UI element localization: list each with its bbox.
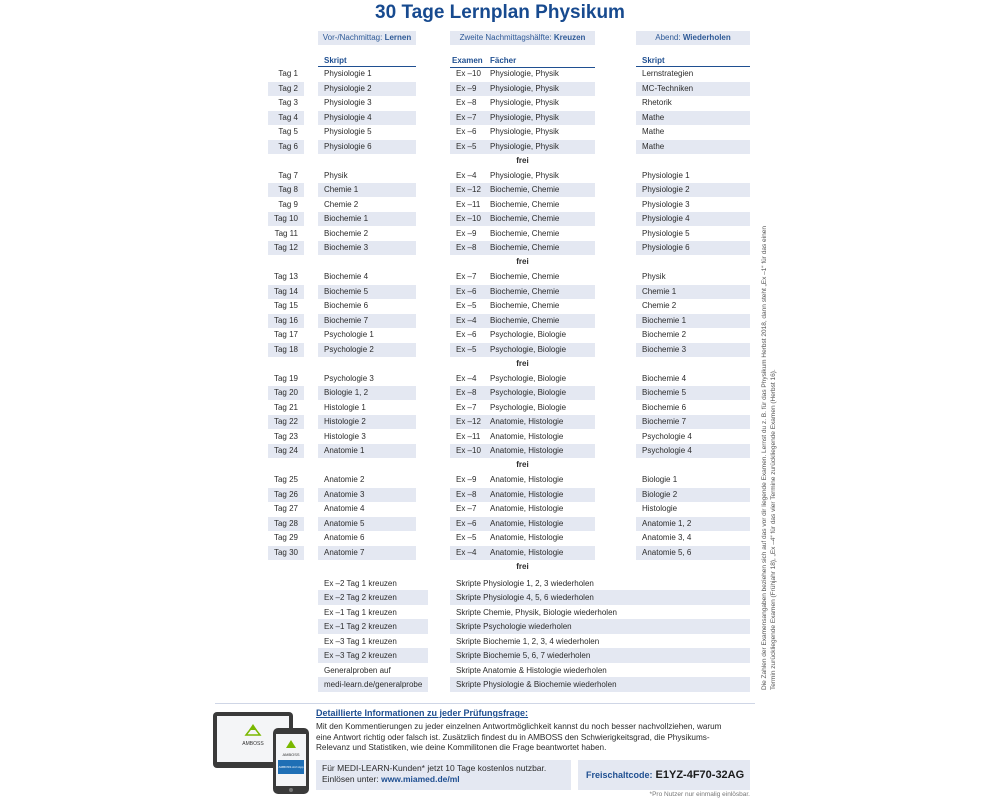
skript-cell: Histologie 2 bbox=[318, 415, 416, 429]
day-label: Tag 26 bbox=[268, 488, 304, 502]
day-label: Tag 29 bbox=[273, 533, 298, 542]
faecher-cell: Biochemie, Chemie bbox=[486, 183, 595, 197]
abend-skript-cell: Physiologie 4 bbox=[636, 212, 750, 226]
page-title: 30 Tage Lernplan Physikum bbox=[375, 2, 625, 23]
review-right-cell: Skripte Physiologie & Biochemie wiederholen bbox=[450, 677, 750, 692]
day-label: Tag 4 bbox=[268, 111, 304, 125]
examen-cell: Ex –6 bbox=[456, 330, 477, 339]
amboss-logo-text: AMBOSS bbox=[242, 741, 264, 747]
skript-cell: Physiologie 4 bbox=[318, 111, 416, 125]
examen-cell: Ex –10 bbox=[450, 444, 486, 458]
day-label: Tag 8 bbox=[268, 183, 304, 197]
skript-cell: Chemie 2 bbox=[324, 199, 359, 209]
abend-skript-cell: Lernstrategien bbox=[642, 69, 694, 78]
column-header-bold: Wiederholen bbox=[682, 33, 731, 42]
column-header-prefix: Zweite Nachmittagshälfte: bbox=[459, 33, 552, 42]
table-row bbox=[0, 198, 1000, 212]
abend-skript-cell: Biochemie 2 bbox=[642, 330, 687, 339]
table-row bbox=[0, 430, 1000, 444]
table-row bbox=[0, 473, 1000, 487]
column-header-kreuzen bbox=[450, 31, 595, 45]
faecher-cell: Biochemie, Chemie bbox=[490, 301, 560, 310]
examen-cell: Ex –10 bbox=[450, 212, 486, 226]
abend-skript-cell: Mathe bbox=[642, 127, 665, 136]
review-left-cell: medi-learn.de/generalprobe bbox=[318, 677, 428, 692]
skript-cell: Anatomie 1 bbox=[318, 444, 416, 458]
side-note bbox=[760, 210, 790, 690]
faecher-cell: Biochemie, Chemie bbox=[486, 314, 595, 328]
faecher-cell: Anatomie, Histologie bbox=[490, 533, 564, 542]
table-row bbox=[0, 270, 1000, 284]
table-row bbox=[0, 241, 1000, 255]
frei-label: frei bbox=[516, 561, 529, 571]
examen-cell: Ex –10 bbox=[456, 69, 481, 78]
examen-cell: Ex –11 bbox=[456, 431, 481, 441]
abend-skript-cell: Biochemie 7 bbox=[636, 415, 750, 429]
review-right-cell: Skripte Physiologie 4, 5, 6 wiederholen bbox=[450, 590, 750, 605]
review-left-cell: Ex –3 Tag 1 kreuzen bbox=[324, 636, 397, 646]
table-row bbox=[0, 227, 1000, 241]
examen-cell: Ex –5 bbox=[456, 301, 477, 310]
promo-line: Für MEDI-LEARN-Kunden* jetzt 10 Tage kostenlos nutzbar. bbox=[322, 763, 547, 773]
review-row bbox=[0, 619, 1000, 634]
examen-cell: Ex –9 bbox=[456, 228, 477, 238]
abend-skript-cell: Physiologie 3 bbox=[642, 199, 690, 209]
faecher-cell: Anatomie, Histologie bbox=[490, 475, 564, 484]
skript-cell: Physik bbox=[324, 170, 348, 180]
abend-skript-cell: Chemie 1 bbox=[636, 285, 750, 299]
code-value: E1YZ-4F70-32AG bbox=[655, 769, 745, 781]
review-row bbox=[0, 590, 1000, 605]
skript-cell: Anatomie 4 bbox=[324, 504, 365, 513]
table-row bbox=[0, 299, 1000, 313]
skript-cell: Biochemie 3 bbox=[318, 241, 416, 255]
faecher-cell: Anatomie, Histologie bbox=[486, 517, 595, 531]
review-left-cell: Ex –1 Tag 1 kreuzen bbox=[324, 607, 397, 617]
faecher-cell: Biochemie, Chemie bbox=[490, 272, 560, 281]
subheader-examen: Examen bbox=[452, 56, 483, 65]
day-label: Tag 13 bbox=[273, 272, 298, 281]
faecher-cell: Physiologie, Physik bbox=[486, 82, 595, 96]
day-label: Tag 27 bbox=[273, 504, 298, 513]
subheader-faecher: Fächer bbox=[490, 56, 517, 65]
abend-skript-cell: Chemie 2 bbox=[642, 301, 677, 310]
activation-code-box bbox=[578, 760, 750, 790]
amboss-devices-illustration bbox=[213, 712, 313, 798]
abend-skript-cell: Mathe bbox=[636, 140, 750, 154]
examen-cell: Ex –5 bbox=[450, 343, 486, 357]
day-label: Tag 24 bbox=[268, 444, 304, 458]
table-row bbox=[0, 111, 1000, 125]
review-left-cell: Ex –3 Tag 2 kreuzen bbox=[318, 648, 428, 663]
faecher-cell: Anatomie, Histologie bbox=[486, 488, 595, 502]
examen-cell: Ex –8 bbox=[450, 488, 486, 502]
promo-link[interactable]: www.miamed.de/ml bbox=[381, 774, 460, 784]
faecher-cell: Physiologie, Physik bbox=[490, 98, 559, 107]
table-row bbox=[0, 415, 1000, 429]
faecher-cell: Biochemie, Chemie bbox=[486, 285, 595, 299]
abend-skript-cell: Psychologie 4 bbox=[636, 444, 750, 458]
table-row bbox=[0, 169, 1000, 183]
examen-cell: Ex –6 bbox=[450, 517, 486, 531]
examen-cell: Ex –8 bbox=[456, 98, 477, 107]
day-label: Tag 7 bbox=[278, 170, 298, 180]
examen-cell: Ex –7 bbox=[450, 111, 486, 125]
table-row bbox=[0, 67, 1000, 81]
table-row bbox=[0, 488, 1000, 502]
divider bbox=[215, 703, 755, 704]
day-label: Tag 23 bbox=[273, 431, 298, 441]
examen-cell: Ex –8 bbox=[450, 241, 486, 255]
skript-cell: Physiologie 1 bbox=[324, 69, 372, 78]
day-label: Tag 21 bbox=[273, 402, 298, 412]
day-label: Tag 20 bbox=[268, 386, 304, 400]
faecher-cell: Psychologie, Biologie bbox=[490, 330, 567, 339]
day-label: Tag 3 bbox=[278, 98, 298, 107]
faecher-cell: Biochemie, Chemie bbox=[486, 212, 595, 226]
footnote: *Pro Nutzer nur einmalig einlösbar. bbox=[649, 791, 750, 798]
skript-cell: Psychologie 2 bbox=[318, 343, 416, 357]
table-row bbox=[0, 401, 1000, 415]
abend-skript-cell: Histologie bbox=[642, 504, 678, 513]
table-row bbox=[0, 328, 1000, 342]
faecher-cell: Psychologie, Biologie bbox=[490, 373, 567, 383]
skript-cell: Biochemie 2 bbox=[324, 228, 369, 238]
column-header-wiederholen bbox=[636, 31, 750, 45]
skript-cell: Anatomie 5 bbox=[318, 517, 416, 531]
day-label: Tag 10 bbox=[268, 212, 304, 226]
skript-cell: Physiologie 3 bbox=[324, 98, 372, 107]
review-left-cell: Ex –1 Tag 2 kreuzen bbox=[318, 619, 428, 634]
abend-skript-cell: Physik bbox=[642, 272, 666, 281]
table-row bbox=[0, 314, 1000, 328]
abend-skript-cell: MC-Techniken bbox=[636, 82, 750, 96]
info-text: Mit den Kommentierungen zu jeder einzelnen Antwortmöglichkeit kannst du noch besser nachvollziehen, warum eine Antwort richtig oder falsch ist. Zusätzlich findest du in AMBOSS den Schwierigkeitsgrad, die Physikums-Relevanz und Statistiken, wie deine Kommilitonen die Frage beantwortet haben. bbox=[316, 722, 722, 752]
skript-cell: Histologie 3 bbox=[324, 431, 366, 441]
review-left-cell: Ex –2 Tag 2 kreuzen bbox=[318, 590, 428, 605]
table-row bbox=[0, 82, 1000, 96]
skript-cell: Chemie 1 bbox=[318, 183, 416, 197]
examen-cell: Ex –7 bbox=[456, 504, 477, 513]
review-row bbox=[0, 634, 1000, 649]
faecher-cell: Biochemie, Chemie bbox=[490, 228, 560, 238]
code-label: Freischaltcode: bbox=[586, 770, 653, 780]
table-row bbox=[0, 386, 1000, 400]
faecher-cell: Physiologie, Physik bbox=[486, 140, 595, 154]
skript-cell: Psychologie 3 bbox=[324, 373, 374, 383]
faecher-cell: Anatomie, Histologie bbox=[486, 546, 595, 560]
day-label: Tag 25 bbox=[273, 475, 298, 484]
table-row bbox=[0, 125, 1000, 139]
day-label: Tag 14 bbox=[268, 285, 304, 299]
day-label: Tag 5 bbox=[278, 127, 298, 136]
review-row bbox=[0, 677, 1000, 692]
day-label: Tag 6 bbox=[268, 140, 304, 154]
frei-label: frei bbox=[516, 155, 529, 165]
day-label: Tag 30 bbox=[268, 546, 304, 560]
examen-cell: Ex –5 bbox=[450, 140, 486, 154]
abend-skript-cell: Biochemie 1 bbox=[636, 314, 750, 328]
day-label: Tag 22 bbox=[268, 415, 304, 429]
abend-skript-cell: Anatomie 5, 6 bbox=[636, 546, 750, 560]
faecher-cell: Physiologie, Physik bbox=[486, 111, 595, 125]
faecher-cell: Anatomie, Histologie bbox=[486, 444, 595, 458]
skript-cell: Anatomie 2 bbox=[324, 475, 365, 484]
examen-cell: Ex –9 bbox=[450, 82, 486, 96]
info-title: Detaillierte Informationen zu jeder Prüfungsfrage: bbox=[316, 708, 529, 718]
frei-label: frei bbox=[516, 460, 529, 469]
examen-cell: Ex –11 bbox=[456, 199, 481, 209]
day-label: Tag 1 bbox=[278, 69, 298, 78]
faecher-cell: Psychologie, Biologie bbox=[490, 402, 567, 412]
examen-cell: Ex –6 bbox=[456, 127, 477, 136]
column-header-bold: Lernen bbox=[384, 33, 412, 42]
skript-cell: Biochemie 4 bbox=[324, 272, 369, 281]
review-right-cell: Skripte Biochemie 5, 6, 7 wiederholen bbox=[450, 648, 750, 663]
side-note-text: Die Zahlen der Examensangaben beziehen sich auf das vor dir liegende Examen. Lernst du z. B. für das Physikum Herbst 2018, dann steht „Ex –1“ für das einen Termin zurückliegende Examen (Frühjahr 18), „Ex –4“ für das vier Termine zurückliegende Examen (Herbst 16). bbox=[761, 226, 777, 690]
examen-cell: Ex –8 bbox=[450, 386, 486, 400]
day-label: Tag 19 bbox=[273, 373, 298, 383]
subheader-skript: Skript bbox=[318, 54, 416, 67]
examen-cell: Ex –4 bbox=[456, 373, 477, 383]
table-row bbox=[0, 444, 1000, 458]
day-label: Tag 17 bbox=[273, 330, 298, 339]
faecher-cell: Anatomie, Histologie bbox=[490, 504, 564, 513]
amboss-app-label: AMBOSS Arzt App bbox=[278, 765, 304, 769]
promo-line-2 bbox=[322, 774, 565, 785]
abend-skript-cell: Physiologie 1 bbox=[642, 170, 690, 180]
frei-label: frei bbox=[516, 358, 529, 368]
abend-skript-cell: Biochemie 6 bbox=[642, 402, 687, 412]
skript-cell: Biochemie 5 bbox=[318, 285, 416, 299]
review-row bbox=[0, 605, 1000, 620]
abend-skript-cell: Biologie 2 bbox=[636, 488, 750, 502]
abend-skript-cell: Rhetorik bbox=[642, 98, 672, 107]
skript-cell: Anatomie 7 bbox=[318, 546, 416, 560]
faecher-cell: Physiologie, Physik bbox=[490, 69, 559, 78]
abend-skript-cell: Anatomie 1, 2 bbox=[636, 517, 750, 531]
day-label: Tag 2 bbox=[268, 82, 304, 96]
examen-cell: Ex –9 bbox=[456, 475, 477, 484]
examen-cell: Ex –7 bbox=[456, 402, 477, 412]
examen-cell: Ex –12 bbox=[450, 183, 486, 197]
column-header-lernen bbox=[318, 31, 416, 45]
abend-skript-cell: Physiologie 5 bbox=[642, 228, 690, 238]
abend-skript-cell: Biochemie 4 bbox=[642, 373, 687, 383]
faecher-cell: Physiologie, Physik bbox=[490, 127, 559, 136]
abend-skript-cell: Biochemie 3 bbox=[636, 343, 750, 357]
day-label: Tag 18 bbox=[268, 343, 304, 357]
review-left-cell: Ex –2 Tag 1 kreuzen bbox=[324, 578, 397, 588]
review-right-cell: Skripte Psychologie wiederholen bbox=[450, 619, 750, 634]
skript-cell: Biochemie 1 bbox=[318, 212, 416, 226]
abend-skript-cell: Psychologie 4 bbox=[642, 431, 692, 441]
promo-prefix: Einlösen unter: bbox=[322, 774, 382, 784]
abend-skript-cell: Anatomie 3, 4 bbox=[642, 533, 692, 542]
subheader-skript-abend: Skript bbox=[636, 54, 750, 67]
table-row bbox=[0, 372, 1000, 386]
day-label: Tag 15 bbox=[273, 301, 298, 310]
examen-cell: Ex –12 bbox=[450, 415, 486, 429]
skript-cell: Anatomie 6 bbox=[324, 533, 365, 542]
amboss-app-logo-text: AMBOSS bbox=[282, 752, 300, 757]
day-label: Tag 11 bbox=[274, 228, 298, 238]
skript-cell: Physiologie 6 bbox=[318, 140, 416, 154]
frei-label: frei bbox=[516, 257, 529, 266]
table-row bbox=[0, 517, 1000, 531]
faecher-cell: Anatomie, Histologie bbox=[486, 415, 595, 429]
skript-cell: Histologie 1 bbox=[324, 402, 366, 412]
skript-cell: Biochemie 7 bbox=[318, 314, 416, 328]
skript-cell: Physiologie 2 bbox=[318, 82, 416, 96]
table-row bbox=[0, 212, 1000, 226]
abend-skript-cell: Biochemie 5 bbox=[636, 386, 750, 400]
faecher-cell: Biochemie, Chemie bbox=[486, 241, 595, 255]
table-row bbox=[0, 140, 1000, 154]
column-header-prefix: Vor-/Nachmittag: bbox=[322, 33, 383, 42]
skript-cell: Biologie 1, 2 bbox=[318, 386, 416, 400]
table-row bbox=[0, 343, 1000, 357]
table-row bbox=[0, 285, 1000, 299]
subheader-examen-faecher bbox=[450, 54, 595, 68]
skript-cell: Anatomie 3 bbox=[318, 488, 416, 502]
faecher-cell: Physiologie, Physik bbox=[490, 170, 559, 180]
faecher-cell: Psychologie, Biologie bbox=[486, 386, 595, 400]
examen-cell: Ex –4 bbox=[456, 170, 477, 180]
abend-skript-cell: Physiologie 6 bbox=[636, 241, 750, 255]
review-row bbox=[0, 576, 1000, 591]
review-right-cell: Skripte Physiologie 1, 2, 3 wiederholen bbox=[456, 578, 594, 588]
faecher-cell: Psychologie, Biologie bbox=[486, 343, 595, 357]
review-right-cell: Skripte Anatomie & Histologie wiederholen bbox=[456, 665, 607, 675]
day-label: Tag 12 bbox=[268, 241, 304, 255]
review-left-cell: Generalproben auf bbox=[324, 665, 391, 675]
table-row bbox=[0, 546, 1000, 560]
faecher-cell: Biochemie, Chemie bbox=[490, 199, 560, 209]
day-label: Tag 28 bbox=[268, 517, 304, 531]
examen-cell: Ex –6 bbox=[450, 285, 486, 299]
examen-cell: Ex –7 bbox=[456, 272, 477, 281]
review-row bbox=[0, 648, 1000, 663]
table-row bbox=[0, 96, 1000, 110]
examen-cell: Ex –5 bbox=[456, 533, 477, 542]
examen-cell: Ex –4 bbox=[450, 314, 486, 328]
table-row bbox=[0, 183, 1000, 197]
skript-cell: Biochemie 6 bbox=[324, 301, 369, 310]
column-header-bold: Kreuzen bbox=[553, 33, 586, 42]
table-row bbox=[0, 502, 1000, 516]
review-right-cell: Skripte Biochemie 1, 2, 3, 4 wiederholen bbox=[456, 636, 600, 646]
abend-skript-cell: Mathe bbox=[636, 111, 750, 125]
abend-skript-cell: Biologie 1 bbox=[642, 475, 678, 484]
review-row bbox=[0, 663, 1000, 678]
day-label: Tag 9 bbox=[278, 199, 298, 209]
day-label: Tag 16 bbox=[268, 314, 304, 328]
faecher-cell: Anatomie, Histologie bbox=[490, 431, 564, 441]
table-row bbox=[0, 531, 1000, 545]
review-right-cell: Skripte Chemie, Physik, Biologie wiederholen bbox=[456, 607, 617, 617]
skript-cell: Physiologie 5 bbox=[324, 127, 372, 136]
skript-cell: Psychologie 1 bbox=[324, 330, 374, 339]
promo-box bbox=[316, 760, 571, 790]
column-header-prefix: Abend: bbox=[655, 33, 681, 42]
examen-cell: Ex –4 bbox=[450, 546, 486, 560]
abend-skript-cell: Physiologie 2 bbox=[636, 183, 750, 197]
